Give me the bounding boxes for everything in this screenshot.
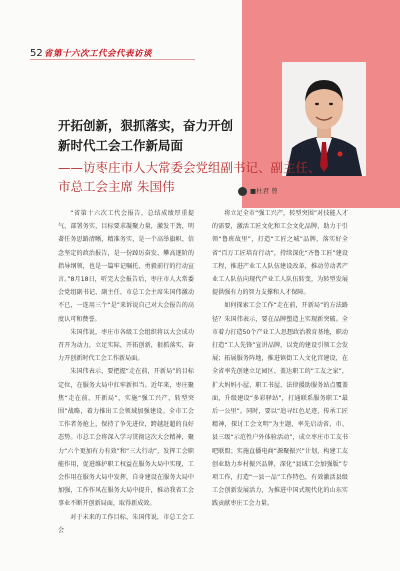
author-byline: ■杜君 曾 (250, 187, 278, 195)
paragraph: 如何探索工会工作“走在前，开新局”的方法路径？朱国伟表示，要在品牌塑造上实现新突破。全市着力打造50个产业工人思想政治教育基地，职动打造“工人先锋”宣讲品牌，以党的建设引领工会发展；拓展服务阵地，推进镇街工人文化宫建设，在全省率先创建立足园区、盖达职工的“工友之家”，扩大妈妈小屋、职工书屋、法律援助服务站点覆盖面，升级建设“多彩驿站”，打通联系服务职工“最后一公里”。同时，要以“追寻红色足迹，传承工匠精神，探讨工会文明”为主题，率先启动省、市、县三级“示范性户外体验活动”，成立枣庄市工友书吧联盟；实施直播电商“源聚振兴”计划，构建工友创业助力乡村振兴品牌，深化“县域工会加强版”专项工作，打造“一县一品”工作特色，有效激活县级工会创新发展活力，为推进中国式现代化的山东实践贡献枣庄工会力量。 (212, 302, 348, 508)
author-icon (238, 187, 247, 196)
article-subtitle-line-2: 市总工会主席 朱国伟 (58, 179, 175, 194)
header-divider (30, 59, 195, 60)
paragraph: 对于未来的工作目标，朱国伟说，市总工会工会 (58, 513, 194, 534)
paragraph: 将立足全市“强工兴产，转型突围”对技能人才的需要，激活工匠文化和工会文化品牌，助力于引领“鲁班故里”，打造“工匠之城”品牌，落实好全省“百万工匠培育行动”，持续深化“齐鲁工匠”建设工程，推进产业工人队伍建设改革，推动劳动者产业工人队伍向现代产业工人队伍转变，为转型发展提供强有力的智力支撑和人才保障。 (212, 210, 348, 297)
article-left-column (58, 207, 194, 537)
article-subtitle-line-1: ——访枣庄市人大常委会党组副书记、副主任、 (58, 160, 321, 175)
paragraph: 朱国伟说，枣庄市各级工会组织将以大会成功召开为动力，立足实际，开拓创新，狠抓落实，奋力开创新时代工会工作新局面。 (58, 328, 194, 363)
section-header: 省第十六次工代会代表访谈 (44, 49, 153, 59)
article-title-line-1: 开拓创新，狠抓落实，奋力开创 (58, 118, 234, 133)
article-title-line-2: 新时代工会工作新局面 (58, 138, 184, 153)
article-right-column (212, 207, 348, 511)
page-number: 52 (30, 48, 43, 59)
paragraph: “省第十六次工代会报告，总结成绩厚重提气，部署务实，目标要求凝聚力量，激发干劲，明著任务思路清晰，精准务实，是一个高举旗帜、信念坚定的政治报告，是一份踔厉奋发、攀高逐阶的指导纲领，也是一篇牢记嘱托、勇毅前行的行动宣言。”8月18日，听完大会报告后，枣庄市人大常委会党组副书记、副主任、市总工会主席朱国伟激动不已，一连用三个“是”来诉说自己对大会报告的高度认可和赞誉。 (58, 210, 194, 323)
paragraph: 朱国伟表示，要把握“走在前，开新局”的目标定位，在服务大局中扛牢新担当。近年来，枣庄聚焦“走在前，开新局”，实施“强工兴产，转型突围”战略，着力推出工会领域加强建设。全市工会工作者务抢上，保持了争先进位，跨越赶超的良好态势。市总工会将深入学习贯彻这次大会精神，聚力“六个更加有力有效”和“三大行动”，发挥工会职能作用，促进维护职工权益在服务大局中实现，工会作用在服务大局中发挥，自身建设在服务大局中加强，工作作风在服务大局中提升，推动我省工会事业不断开创新局面，取得新成效。 (58, 368, 194, 508)
